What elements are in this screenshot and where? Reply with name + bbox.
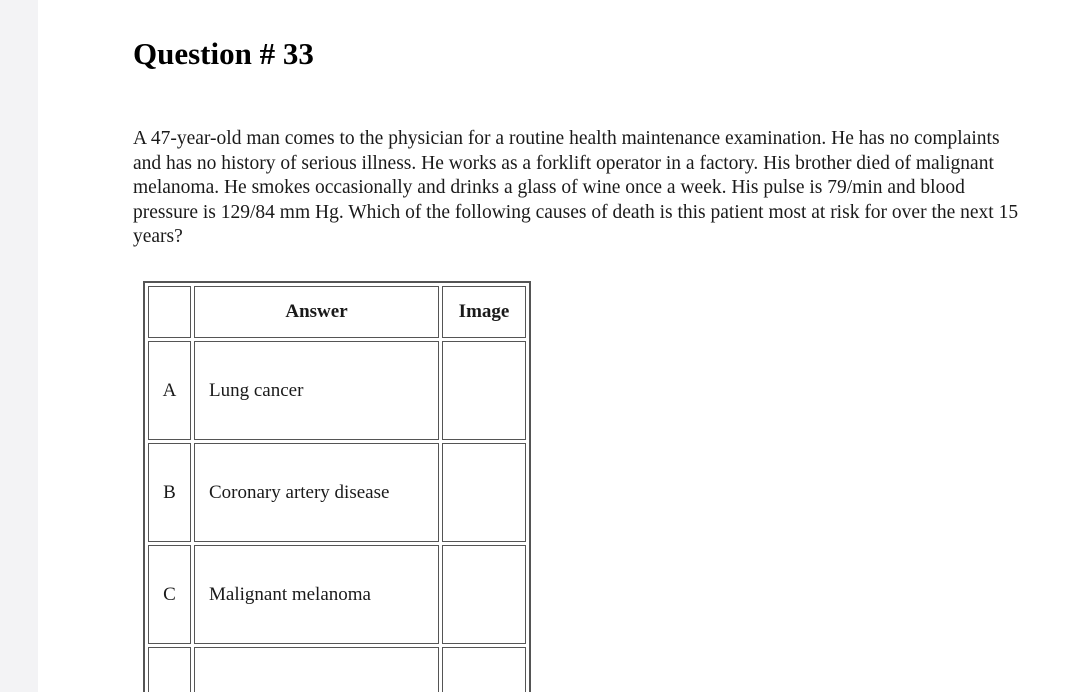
left-gutter (0, 0, 38, 692)
question-title: Question # 33 (133, 36, 314, 71)
answer-row-d[interactable] (148, 647, 526, 692)
answer-text[interactable]: Lung cancer (194, 341, 439, 440)
answer-letter: A (148, 341, 191, 440)
table-header-row (148, 286, 526, 338)
answer-image-cell (442, 443, 526, 542)
answer-row-a[interactable] (148, 341, 526, 440)
answer-row-c[interactable] (148, 545, 526, 644)
question-stem: A 47-year-old man comes to the physician for a routine health maintenance examination. He has no complaints and has no history of serious illness. He works as a forklift operator in a factory. His brother died of malignant melanoma. He smokes occasionally and drinks a glass of wine once a week. His pulse is 79/min and blood pressure is 129/84 mm Hg. Which of the following causes of death is this patient most at risk for over the next 15 years? (133, 128, 1019, 247)
answer-text[interactable]: Coronary artery disease (194, 443, 439, 542)
answer-text[interactable]: Malignant melanoma (194, 545, 439, 644)
header-image: Image (442, 286, 526, 338)
answer-image-cell (442, 647, 526, 692)
answer-letter: B (148, 443, 191, 542)
answer-table (143, 281, 531, 692)
answer-image-cell (442, 545, 526, 644)
answer-image-cell (442, 341, 526, 440)
answer-letter: C (148, 545, 191, 644)
answer-row-b[interactable] (148, 443, 526, 542)
header-letter (148, 286, 191, 338)
header-answer: Answer (194, 286, 439, 338)
answer-letter (148, 647, 191, 692)
answer-text[interactable] (194, 647, 439, 692)
